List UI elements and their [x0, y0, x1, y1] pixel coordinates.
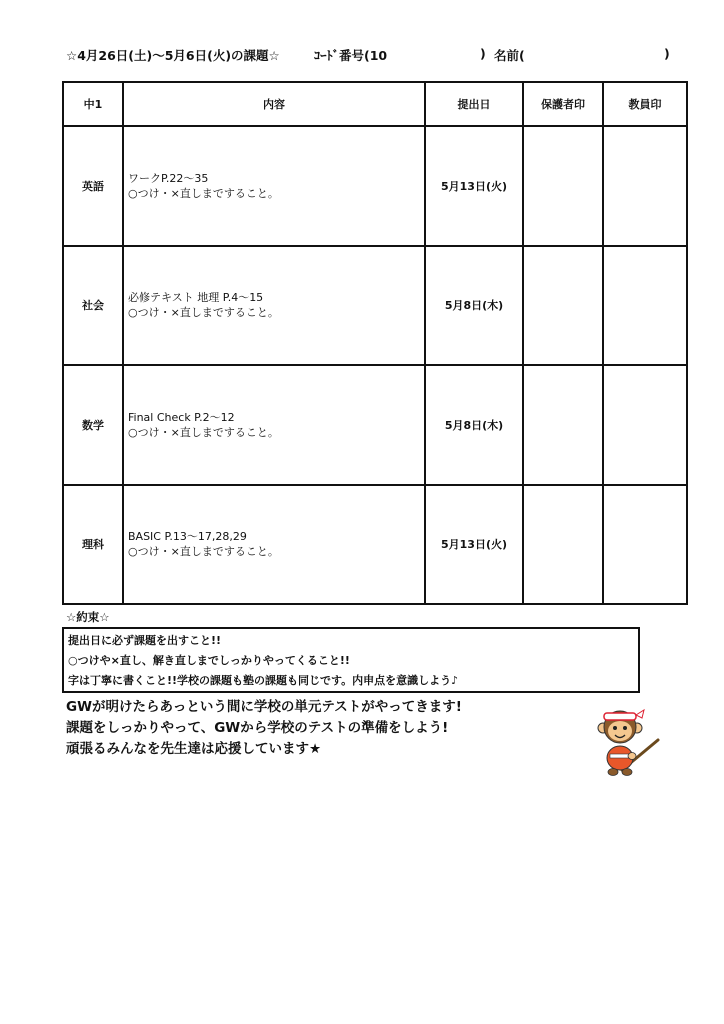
teacher-seal-cell [603, 126, 687, 246]
code-number-close: ) [480, 46, 486, 61]
promise-title: ☆約束☆ [66, 610, 110, 624]
content-line: ○つけ・×直しまですること。 [128, 425, 279, 439]
message-line: 課題をしっかりやって、GWから学校のテストの準備をしよう! [66, 720, 449, 736]
header-content: 内容 [123, 82, 425, 126]
teacher-seal-cell [603, 246, 687, 366]
promise-line: 字は丁寧に書くこと!!学校の課題も塾の課題も同じです。内申点を意識しよう♪ [68, 674, 459, 687]
content-line: ○つけ・×直しまですること。 [128, 186, 279, 200]
subject-cell: 社会 [63, 246, 123, 366]
due-date-cell: 5月8日(木) [425, 246, 523, 366]
guardian-seal-cell [523, 246, 603, 366]
subject-cell: 英語 [63, 126, 123, 246]
guardian-seal-cell [523, 126, 603, 246]
message-line: 頑張るみんなを先生達は応援しています★ [66, 741, 322, 757]
code-number-label: ｺｰﾄﾞ番号(10 [314, 48, 388, 63]
due-date-cell: 5月13日(火) [425, 126, 523, 246]
header-guardian-seal: 保護者印 [523, 82, 603, 126]
content-line: 必修テキスト 地理 P.4～15 [128, 291, 264, 305]
student-name-close: ) [664, 46, 670, 61]
teacher-seal-cell [603, 365, 687, 485]
promise-line: ○つけや×直し、解き直しまでしっかりやってくること!! [68, 654, 350, 667]
table-row [63, 246, 687, 366]
content-cell [123, 485, 425, 605]
monkey-mascot-icon [592, 700, 664, 778]
due-date-cell: 5月8日(木) [425, 365, 523, 485]
subject-cell: 理科 [63, 485, 123, 605]
assignment-table [62, 81, 688, 605]
message-line: GWが明けたらあっという間に学校の単元テストがやってきます! [66, 699, 462, 715]
header-grade: 中1 [63, 82, 123, 126]
header-teacher-seal: 教員印 [603, 82, 687, 126]
subject-cell: 数学 [63, 365, 123, 485]
table-row [63, 485, 687, 605]
teacher-seal-cell [603, 485, 687, 605]
encouragement-message [66, 697, 462, 760]
worksheet-header [66, 46, 676, 66]
assignment-period: ☆4月26日(土)～5月6日(火)の課題☆ [66, 48, 280, 63]
due-date-cell: 5月13日(火) [425, 485, 523, 605]
content-line: ○つけ・×直しまですること。 [128, 545, 279, 559]
table-row [63, 126, 687, 246]
table-row [63, 365, 687, 485]
content-line: BASIC P.13～17,28,29 [128, 530, 247, 544]
content-cell [123, 246, 425, 366]
content-cell [123, 365, 425, 485]
content-cell [123, 126, 425, 246]
header-due-date: 提出日 [425, 82, 523, 126]
promise-box [62, 627, 640, 693]
student-name-label: 名前( [494, 48, 525, 63]
guardian-seal-cell [523, 365, 603, 485]
table-header-row [63, 82, 687, 126]
content-line: ○つけ・×直しまですること。 [128, 306, 279, 320]
content-line: Final Check P.2～12 [128, 410, 235, 424]
promise-line: 提出日に必ず課題を出すこと!! [68, 634, 222, 647]
guardian-seal-cell [523, 485, 603, 605]
content-line: ワークP.22～35 [128, 171, 209, 185]
